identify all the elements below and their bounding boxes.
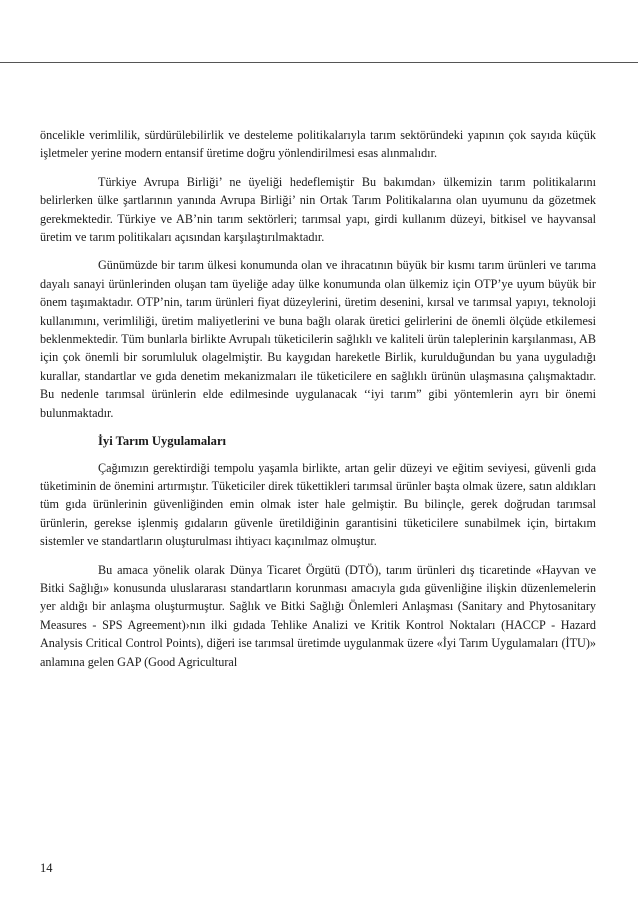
- page-number: 14: [40, 861, 53, 875]
- paragraph: Çağımızın gerektirdiği tempolu yaşamla birlikte, artan gelir düzeyi ve eğitim seviyesi, güvenli gıda tüketiminin de önemini artırmıştır. Tüketiciler direk tükettikleri tarımsal ürünler başta olmak üzere, satın aldıkları tüm gıda ürünlerinin güvenliğinden emin olmak ister hale gelmiştir. Bu bilinçle, gerek doğrudan tarımsal ürünlerin, gerekse işlenmiş gıdaların güvenle üretildiğinin garantisini tüketicilere sunabilmek için, birtakım sistemler ve standartların oluşturulması ihtiyacı kaçınılmaz olmuştur.: [40, 460, 596, 549]
- paragraph: Türkiye Avrupa Birliği’ ne üyeliği hedeflemiştir Bu bakımdan› ülkemizin tarım politikalarını belirlerken ülke şartlarının yanında Avrupa Birliği’ nin Ortak Tarım Politikalarına olan uyumunu da gözetmek gerekmektedir. Türkiye ve AB’nin tarım sektörleri; tarımsal yapı, girdi kullanım düzeyi, bitkisel ve hayvansal üretim ve tarım politikaları açısından karşılaştırılmaktadır.: [40, 174, 596, 245]
- paragraph: öncelikle verimlilik, sürdürülebilirlik ve desteleme politikalarıyla tarım sektöründeki yapının çok sayıda küçük işletmeler yerine modern entansif üretime doğru yönlendirilmesi esas alınmalıdır.: [40, 128, 596, 161]
- paragraph: Bu amaca yönelik olarak Dünya Ticaret Örgütü (DTÖ), tarım ürünleri dış ticaretinde «Hayvan ve Bitki Sağlığı» konusunda uluslararası standartların korunması amacıyla gıda güvenliğine ilişkin düzenlemelerin yer aldığı bir anlaşma oluşturmuştur. Sağlık ve Bitki Sağlığı Önlemleri Anlaşması (Sanitary and Phytosanitary Measures - SPS Agreement)›nın ilki gıdada Tehlike Analizi ve Kritik Kontrol Noktaları (HACCP - Hazard Analysis Critical Control Points), diğeri ise tarımsal üretimde uygulanmak üzere «İyi Tarım Uygulamaları (İTU)» anlamına gelen GAP (Good Agricultural: [40, 562, 596, 669]
- header-rule: [0, 62, 638, 63]
- paragraph: Günümüzde bir tarım ülkesi konumunda olan ve ihracatının büyük bir kısmı tarım ürünleri ve tarıma dayalı sanayi ürünlerinden oluşan tam üyeliğe aday ülke konumunda olan ülkemiz için OTP’ye uyum büyük bir önem taşımaktadır. OTP’nin, tarım ürünleri fiyat düzeylerini, üretim desenini, kırsal ve tarımsal yapıyı, teknoloji kullanımını, verimliliği, üretim maliyetlerini ve buna bağlı olarak üretici gelirlerini de önemli ölçüde etkilemesi beklenmektedir. Tüm bunlarla birlikte Avrupalı tüketicilerin sağlıklı ve kaliteli ürün taleplerinin karşılanması, AB için çok önemli bir sorumluluk olagelmiştir. Bu kaygıdan hareketle Birlik, kurulduğundan bu yana uyguladığı kurallar, standartlar ve gıda denetim mekanizmaları ile tüketicilere en sağlıklı ürünün ulaşmasına çalışmaktadır. Bu nedenle tarımsal ürünlerin elde edilmesinde uygulanacak ‘‘iyi tarım” gibi yöntemlerin ayrı bir önemi bulunmaktadır.: [40, 258, 596, 420]
- page-body: [40, 126, 596, 681]
- section-heading: İyi Tarım Uygulamaları: [98, 434, 227, 449]
